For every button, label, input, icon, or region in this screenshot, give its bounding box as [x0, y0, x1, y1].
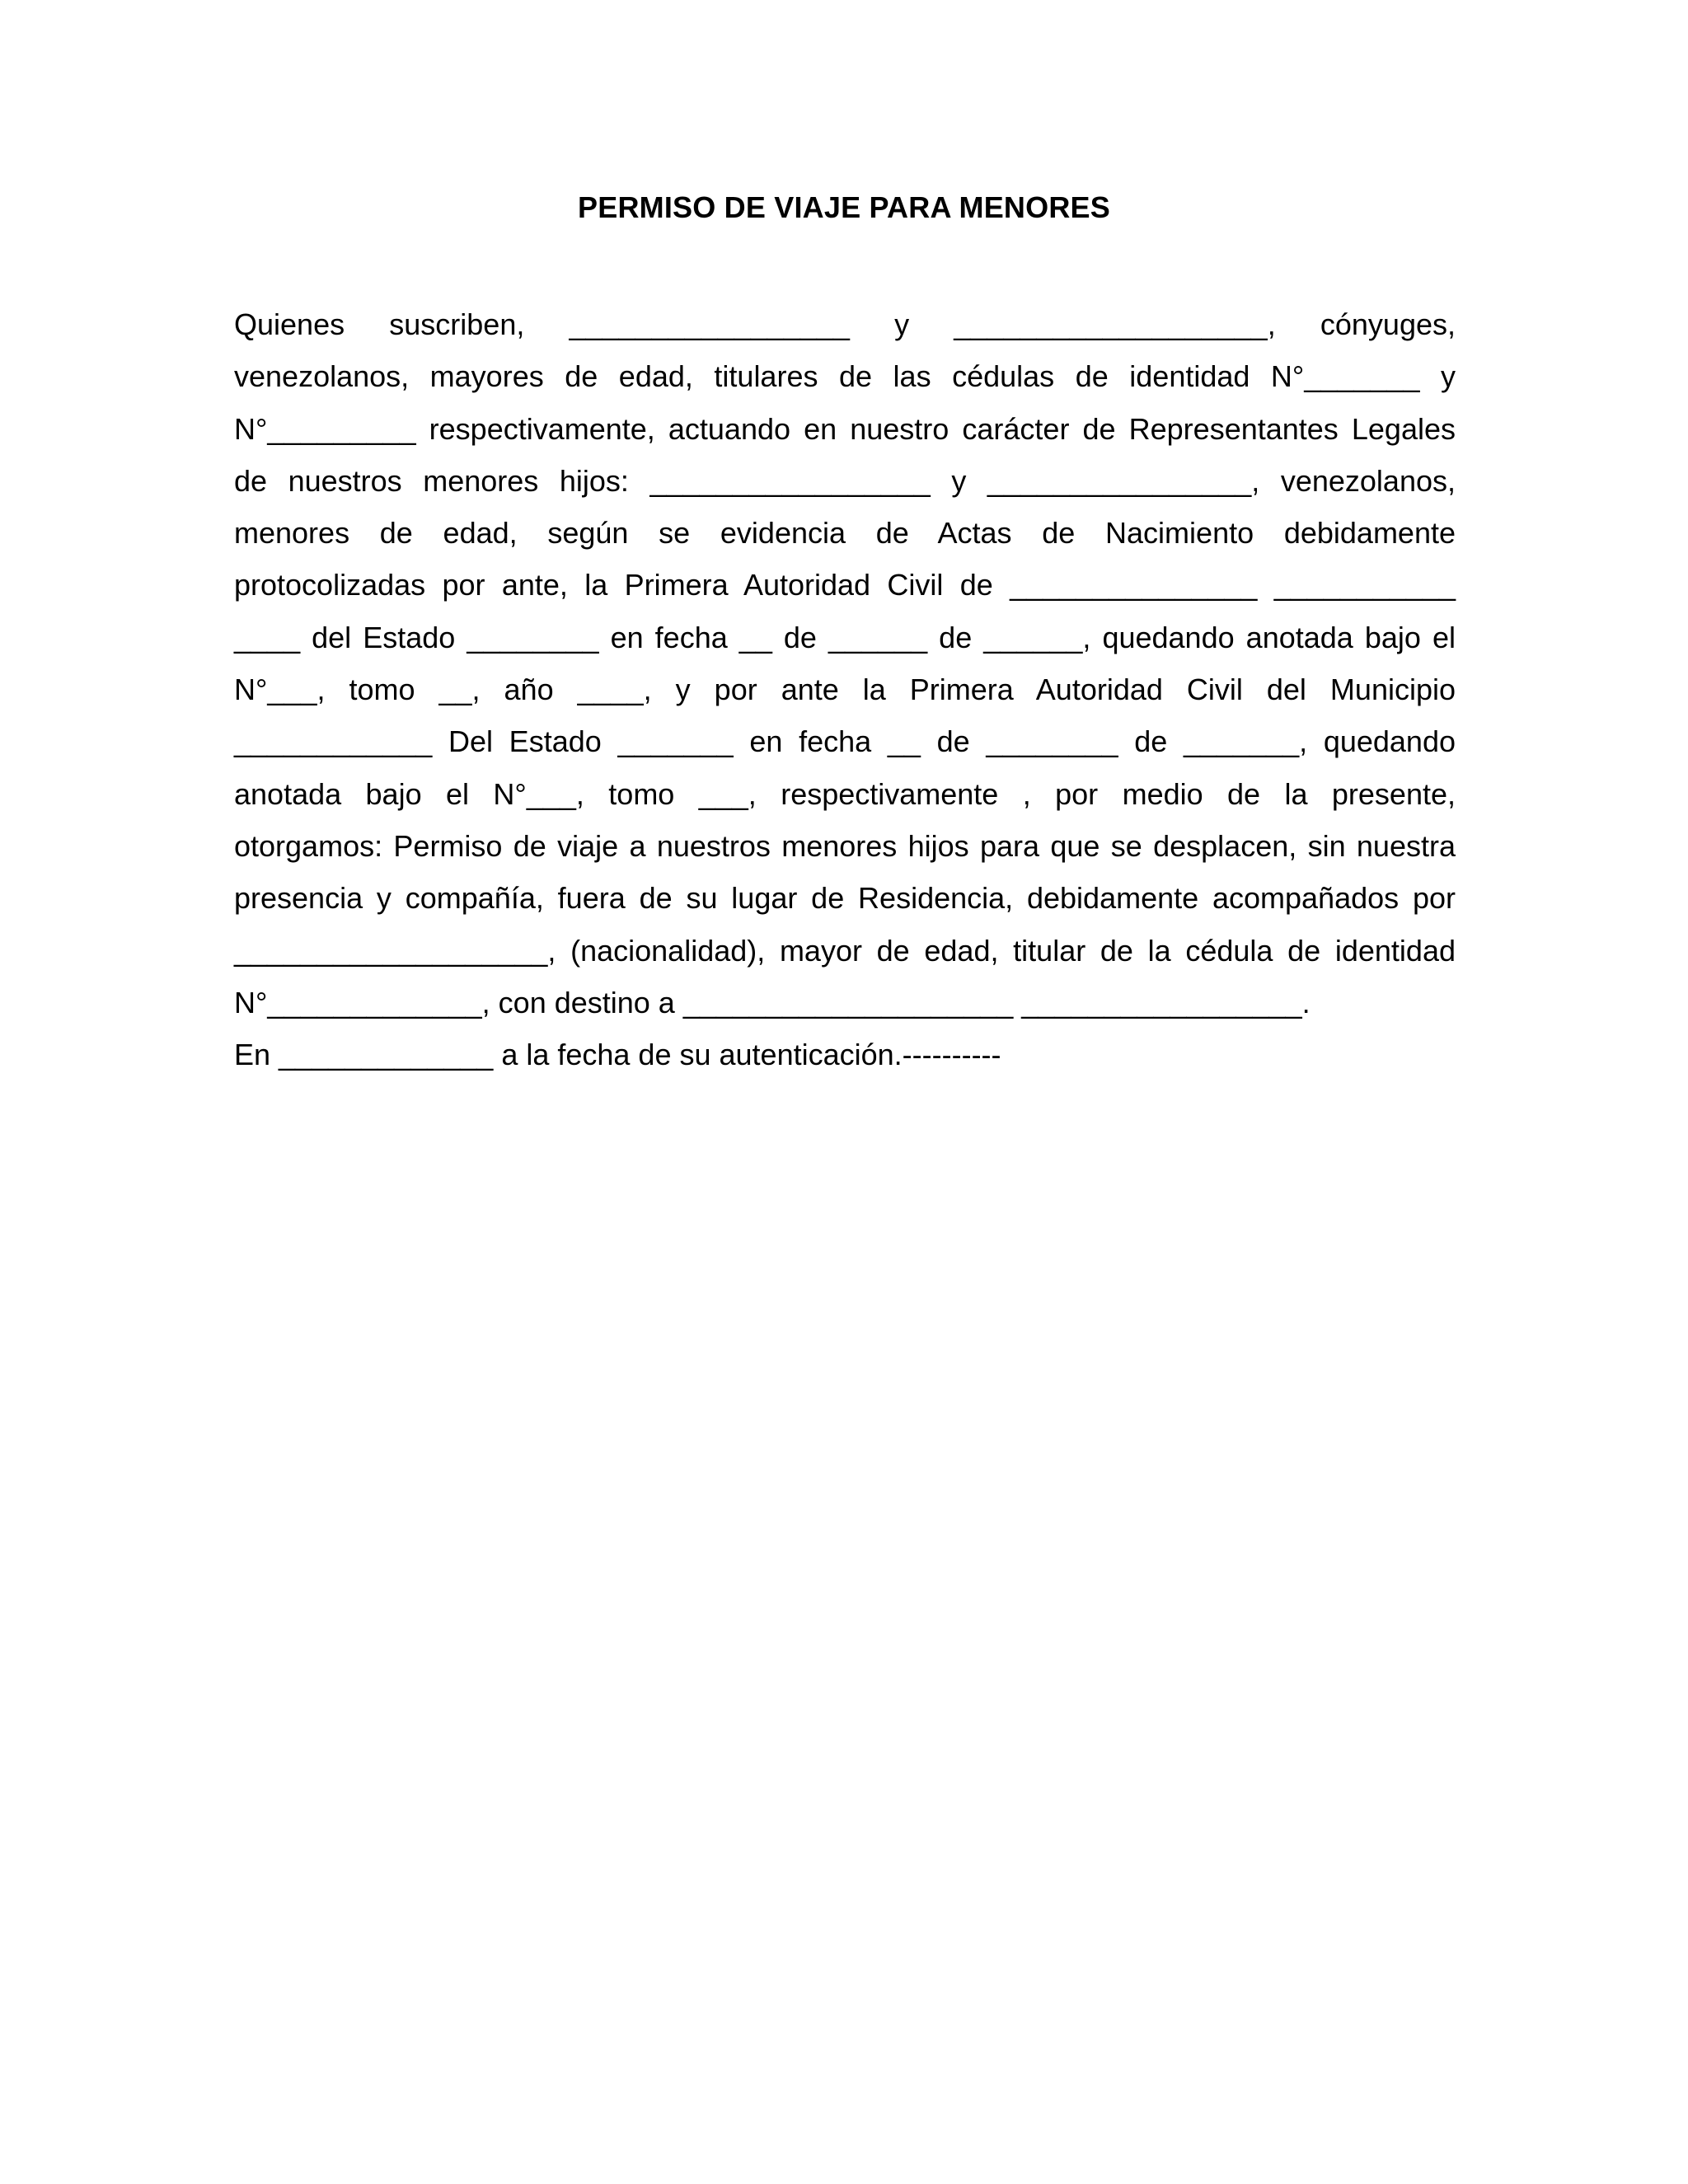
- document-body: [234, 298, 1456, 1080]
- body-line-10: anotada bajo el N°___, tomo ___, respectivamente , por medio de la presente,: [234, 776, 1456, 811]
- body-line-7: ____ del Estado ________ en fecha __ de ______ de ______, quedando anotada bajo el: [234, 620, 1456, 654]
- body-line-8: N°___, tomo __, año ____, y por ante la Primera Autoridad Civil del Municipio: [234, 673, 1456, 707]
- body-line-12: presencia y compañía, fuera de su lugar de Residencia, debidamente acompañados por: [234, 881, 1456, 916]
- body-line-2: venezolanos, mayores de edad, titulares de las cédulas de identidad N°_______ y: [234, 359, 1456, 394]
- body-line-1: Quienes suscriben, _________________ y ___________________, cónyuges,: [234, 307, 1456, 341]
- body-line-15: En _____________ a la fecha de su autenticación.----------: [234, 1038, 1001, 1072]
- body-line-4: de nuestros menores hijos: _________________ y ________________, venezolanos,: [234, 463, 1456, 498]
- body-line-6: protocolizadas por ante, la Primera Autoridad Civil de _______________ ___________: [234, 568, 1456, 602]
- body-line-3: N°_________ respectivamente, actuando en nuestro carácter de Representantes Legales: [234, 411, 1456, 446]
- body-line-5: menores de edad, según se evidencia de Actas de Nacimiento debidamente: [234, 516, 1456, 551]
- body-line-14: N°_____________, con destino a ____________________ _________________.: [234, 985, 1311, 1019]
- document-title: PERMISO DE VIAJE PARA MENORES: [578, 190, 1110, 224]
- body-line-13: ___________________, (nacionalidad), mayor de edad, titular de la cédula de identidad: [234, 933, 1456, 968]
- body-line-9: ____________ Del Estado _______ en fecha __ de ________ de _______, quedando: [234, 724, 1456, 759]
- body-line-11: otorgamos: Permiso de viaje a nuestros menores hijos para que se desplacen, sin nuestra: [234, 828, 1456, 863]
